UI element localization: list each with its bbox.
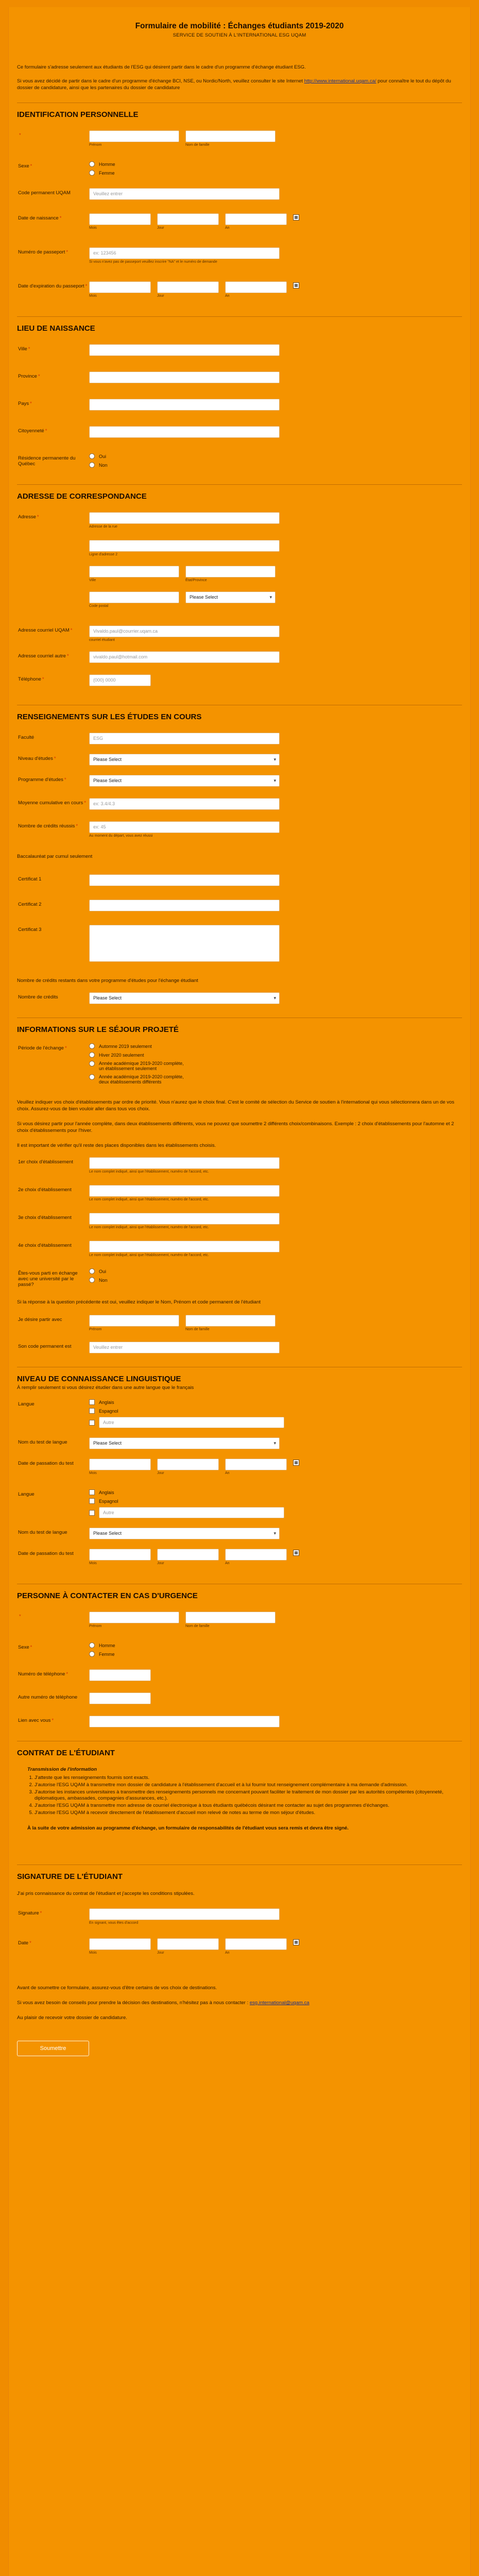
language-option-espagnol[interactable]: Espagnol — [89, 1408, 462, 1414]
street-input[interactable] — [89, 512, 280, 524]
last-name-input[interactable] — [185, 130, 276, 142]
faculty-input[interactable]: ESG — [89, 733, 280, 744]
level-label: Niveau d'études — [18, 756, 53, 761]
language2-option-autre[interactable] — [89, 1507, 462, 1518]
period-option-4[interactable]: Année académique 2019-2020 complète, deux établissements différents — [89, 1074, 264, 1084]
dob-label: Date de naissance — [18, 215, 59, 221]
section-address: ADRESSE DE CORRESPONDANCE — [17, 492, 147, 501]
bac-note: Baccalauréat par cumul seulement — [17, 854, 93, 859]
choice3-label: 3e choix d'établissement — [18, 1215, 72, 1221]
choice1-label: 1er choix d'établissement — [18, 1159, 73, 1165]
gpa-label: Moyenne cumulative en cours — [18, 800, 83, 806]
country-select[interactable]: Please Select ▾ — [185, 591, 276, 603]
passport-hint: Si vous n'avez pas de passeport veuillez inscrire "NA" et le numéro de demande — [89, 260, 217, 264]
province-input[interactable] — [89, 371, 280, 383]
test-label: Nom du test de langue — [18, 1439, 67, 1445]
dob-day-input[interactable] — [157, 213, 219, 225]
ville-input[interactable] — [89, 344, 280, 356]
previous-option-non[interactable]: Non — [89, 1277, 462, 1283]
test2-day-input[interactable] — [157, 1549, 219, 1561]
emergency-sexe-femme[interactable]: Femme — [89, 1651, 462, 1657]
choice2-label: 2e choix d'établissement — [18, 1187, 72, 1193]
final-note-3: Au plaisir de recevoir votre dossier de candidature. — [17, 2015, 127, 2021]
state-input[interactable] — [185, 566, 276, 578]
emergency-first-input[interactable] — [89, 1612, 179, 1623]
contract-item: 2. J'autorise l'ESG UQAM à transmettre mon dossier de candidature à l'établissement d'accueil et à lui fournir tout renseignement complémentaire à ma demande d'admission. — [35, 1782, 462, 1788]
resident-option-non[interactable]: Non — [89, 462, 462, 468]
address-label: Adresse — [18, 514, 36, 520]
dob-year-input[interactable] — [225, 213, 287, 225]
sign-year-input[interactable] — [225, 1938, 287, 1950]
last-name-hint: Nom de famille — [185, 143, 210, 147]
calendar-icon[interactable]: ▦ — [293, 214, 299, 221]
cert3-label: Certificat 3 — [18, 927, 42, 933]
sign-month-input[interactable] — [89, 1938, 151, 1950]
section-signature: SIGNATURE DE L'ÉTUDIANT — [17, 1872, 123, 1881]
email-uqam-label: Adresse courriel UQAM — [18, 628, 70, 633]
phone-label: Téléphone — [18, 676, 41, 682]
emergency-relation-input[interactable] — [89, 1716, 280, 1727]
contract-item: 5. J'autorise l'ESG UQAM à recevoir directement de l'établissement d'accueil mon relevé de notes au terme de mon séjour d'études. — [35, 1810, 462, 1816]
section-studies: RENSEIGNEMENTS SUR LES ÉTUDES EN COURS — [17, 713, 202, 721]
faculty-label: Faculté — [18, 735, 35, 740]
contract-sub: Transmission de l'information — [27, 1767, 97, 1772]
form-subtitle: SERVICE DE SOUTIEN À L'INTERNATIONAL ESG UQAM — [173, 32, 306, 38]
intro-p1: Ce formulaire s'adresse seulement aux étudiants de l'ESG qui désirent partir dans le cadre d'un programme d'échange étudiant ESG. — [17, 64, 306, 70]
final-note-1: Avant de soumettre ce formulaire, assurez-vous d'être certains de vos choix de destinations. — [17, 1985, 217, 1991]
citoyennete-label: Citoyenneté — [18, 428, 44, 434]
period-option-1[interactable]: Automne 2019 seulement — [89, 1043, 264, 1049]
contact-email-link[interactable]: esg.international@uqam.ca — [249, 2000, 310, 2006]
choice4-input[interactable] — [89, 1241, 280, 1252]
section-contract: CONTRAT DE L'ÉTUDIANT — [17, 1749, 115, 1757]
language-other-input: Autre — [99, 1417, 284, 1428]
intro-p2-text: Si vous avez décidé de partir dans le cadre d'un programme d'échange BCI, NSE, ou Nordic/North, veuillez consulter le site Internet — [17, 78, 303, 84]
international-link[interactable]: http://www.international.uqam.ca/ — [304, 78, 377, 84]
previous-label: Êtes-vous parti en échange avec une université par le passé? — [18, 1270, 78, 1287]
cert3-textarea[interactable] — [89, 925, 280, 962]
phone-input[interactable]: (000) 0000 — [89, 674, 151, 686]
section-birthplace: LIEU DE NAISSANCE — [17, 324, 95, 333]
language-note: À remplir seulement si vous désirez étudier dans une autre langue que le français — [17, 1385, 194, 1391]
expiry-year-input[interactable] — [225, 281, 287, 293]
previous-option-oui[interactable]: Oui — [89, 1268, 462, 1274]
contract-final-note: À la suite de votre admission au programme d'échange, un formulaire de responsabilités de l'étudiant vous sera remis et devra être signé. — [27, 1825, 349, 1831]
credits-hint: Au moment du départ, vous avez réussi — [89, 834, 153, 838]
email-uqam-input[interactable]: Vivaldo.paul@courrier.uqam.ca — [89, 625, 280, 637]
choices-note-3: Il est important de vérifier qu'il reste des places disponibles dans les établissements choisis. — [17, 1143, 216, 1148]
city-input[interactable] — [89, 566, 179, 578]
emergency-phone2-input[interactable] — [89, 1692, 151, 1704]
expiry-label: Date d'expiration du passeport — [18, 283, 84, 289]
previous-name-label: Je désire partir avec — [18, 1317, 62, 1323]
language-option-anglais[interactable]: Anglais — [89, 1399, 462, 1405]
cert2-input[interactable] — [89, 900, 280, 911]
citoyennete-input[interactable] — [89, 426, 280, 438]
section-language: NIVEAU DE CONNAISSANCE LINGUISTIQUE — [17, 1375, 181, 1383]
code-permanent-input[interactable]: Veuillez entrer — [89, 188, 280, 200]
cert1-input[interactable] — [89, 874, 280, 886]
pays-input[interactable] — [89, 399, 280, 411]
section-identification: IDENTIFICATION PERSONNELLE — [17, 110, 139, 119]
sexe-option-homme[interactable]: Homme — [89, 161, 462, 167]
emergency-last-input[interactable] — [185, 1612, 276, 1623]
gpa-input[interactable]: ex: 3.4/4.3 — [89, 798, 280, 810]
calendar-icon[interactable]: ▦ — [293, 1939, 299, 1945]
signature-note: J'ai pris connaissance du contrat de l'étudiant et j'accepte les conditions stipulées. — [17, 1891, 195, 1896]
language2-option-anglais[interactable]: Anglais — [89, 1489, 462, 1495]
test-year-input[interactable] — [225, 1459, 287, 1470]
passport-label: Numéro de passeport — [18, 249, 65, 255]
form-page: Formulaire de mobilité : Échanges étudiants 2019-2020 SERVICE DE SOUTIEN À L'INTERNATIONAL ESG UQAM Ce formulaire s'adresse seulement aux étudiants de l'ESG qui désirent partir dans le cadre d'un programme d'échange étudiant ESG. Si vous avez décidé de partir dans le cadre d'un programme d'échange BCI, NSE, ou Nordic/North, veuillez consulter le site Internet http://www.international.uqam.ca/ pour connaître le tout du dépôt du dossier de candidature, ainsi que les partenaires du dossier de candidature IDENTIFICATION PERSONNELLE * Prénom Nom de famille Sexe * Homme Femme Code permanent UQAM Veuillez entrer Date de naissance * Mois Jour An ▦ Numéro de passeport * ex: 123456 Si vous n'avez pas de passeport veuillez inscrire "NA" et le numéro de demande Date d'expiration du passeport * Mois Jour An ▦ LIEU DE NAISSANCE Ville * Province * Pays * Citoyenneté * Résidence permanente du Québec Oui Non ADRESSE DE CORRESPONDANCE Adresse * Adresse de la rue Ligne d'adresse 2 Ville État/Province Code postal Please Select ▾ Adresse courriel UQAM * Vivaldo.paul@courrier.uqam.ca courriel étudiant Adresse courriel autre * vivaldo.paul@hotmail.com Téléphone * (000) 0000 RENSEIGNEMENTS SUR LES ÉTUDES EN COURS Faculté ESG Niveau d'études * Please Select ▾ Programme d'études * Please Select ▾ Moyenne cumulative en cours * ex: 3.4/4.3 Nombre de crédits réussis * ex: 45 Au moment du départ, vous avez réussi Baccalauréat par cumul seulement Certificat 1 Certificat 2 Certificat 3 Nombre de crédits restants dans votre programme d'études pour l'échange étudiant Nombre de crédits Please Select ▾ INFORMATIONS SUR LE SÉJOUR PROJETÉ Période de l'échange * Automne 2019 seulement Hiver 2020 seulement Année académique 2019-2020 complète, un établissement seulement Année académique 2019-2020 complète, deux établissements différents Veuillez indiquer vos choix d'établissements par ordre de priorité. Vous n'aurez que le choix final. C'est le comité de sélection du Service de soutien à l'international qui vous sélectionnera dans un de vos choix. Assurez-vous de bien vouloir aller dans tous vos choix. Si vous désirez partir pour l'année complète, dans deux établissements différents, vous ne pouvez que soumettre 2 différents choix/combinaisons. Exemple : 2 choix d'établissements pour l'automne et 2 choix d'établissements pour l'hiver. Il est important de vérifier qu'il reste des places disponibles dans les établissements choisis. 1er choix d'établissement Le nom complet indiqué, ainsi que l'établissement, numéro de l'accord, etc. 2e choix d'établissement Le nom complet indiqué, ainsi que l'établissement, numéro de l'accord, etc. 3e choix d'établissement Le nom complet indiqué, ainsi que l'établissement, numéro de l'accord, etc. 4e choix d'établissement Le nom complet indiqué, ainsi que l'établissement, numéro de l'accord, etc. Êtes-vous parti en échange avec une université par le passé? Oui Non Si la réponse à la question précédente est oui, veuillez indiquer le Nom, Prénom et code permanent de l'étudiant Je désire partir avec Prénom Nom de famille Son code permanent est Veuillez entrer NIVEAU DE CONNAISSANCE LINGUISTIQUE À remplir seulement si vous désirez étudier dans une autre langue que le français Langue Anglais Espagnol Autre Nom du test de langue Please Select ▾ Date de passation du test Mois Jour An ▦ Langue Anglais Espagnol Autre Nom du test de langue Please Select ▾ Date de passation du test Mois Jour An ▦ PERSONNE À CONTACTER EN CAS D'URGENCE * Prénom Nom de famille Sexe * Homme Femme Numéro de téléphone * Autre numéro de téléphone Lien avec vous * CONTRAT DE L'ÉTUDIANT Transmission de l'information 1. J'atteste que les renseignements fournis sont exacts. 2. J'autorise l'ESG UQAM à transmettre mon dossier de candidature à l'établissement d'accueil et à lui fournir tout renseignement complémentaire à ma demande d'admission. 3. J'autorise les instances universitaires à transmettre des renseignements personnels me concernant pouvant faciliter le traitement de mon dossier par les autorités compétentes (citoyenneté, diplomatiques, ambassades, compagnies d'assurances, etc.). 4. J'autorise l'ESG UQAM à transmettre mon adresse de courriel électronique à tous étudiants québécois désirant me contacter au sujet des programmes d'échanges. 5. J'autorise l'ESG UQAM à recevoir directement de l'établissement d'accueil mon relevé de notes au terme de mon séjour d'études. À la suite de votre admission au programme d'échange, un formulaire de responsabilités de l'étudiant vous sera remis et devra être signé. SIGNATURE DE L'ÉTUDIANT J'ai pris connaissance du contrat de l'étudiant et j'accepte les conditions stipulées. Signature * En signant, vous êtes d'accord Date * Mois Jour An ▦ Avant de soumettre ce formulaire, assurez-vous d'être certains de vos choix de destinations. Si vous avez besoin de conseils pour prendre la décision des destinations, n'hésitez pas à nous contacter : esg.international@uqam.ca Au plaisir de recevoir votre dossier de candidature. Soumettre — [8, 7, 471, 2576]
emergency-phone-label: Numéro de téléphone — [18, 1671, 65, 1677]
dob-month-input[interactable] — [89, 213, 151, 225]
section-emergency: PERSONNE À CONTACTER EN CAS D'URGENCE — [17, 1591, 198, 1600]
credits-remaining-select[interactable]: Please Select ▾ — [89, 992, 280, 1004]
first-name-hint: Prénom — [89, 143, 102, 147]
previous-code-label: Son code permanent est — [18, 1344, 72, 1349]
language-label: Langue — [18, 1401, 35, 1407]
code-label: Code permanent UQAM — [18, 190, 71, 196]
test-select[interactable]: Please Select ▾ — [89, 1437, 280, 1449]
choices-note-2: Si vous désirez partir pour l'année complète, dans deux établissements différents, vous ne pouvez que soumettre 2 différents choix/combinaisons. Exemple : 2 choix d'établissements pour l'automne et 2 choix d'établissements pour l'hiver. — [17, 1121, 454, 1133]
pays-label: Pays — [18, 401, 29, 406]
signature-input[interactable] — [89, 1908, 280, 1920]
emergency-relation-label: Lien avec vous — [18, 1718, 51, 1723]
contract-item: 3. J'autorise les instances universitaires à transmettre des renseignements personnels me concernant pouvant faciliter le traitement de mon dossier par les autorités compétentes (citoyenneté, diplomatiques, ambassades, compagnies d'assurances, etc.). — [35, 1789, 462, 1802]
choice1-input[interactable] — [89, 1157, 280, 1169]
test-date-label: Date de passation du test — [18, 1461, 74, 1466]
test2-month-input[interactable] — [89, 1549, 151, 1561]
credits-remaining-label: Nombre de crédits — [18, 994, 58, 1000]
expiry-day-input[interactable] — [157, 281, 219, 293]
choices-note-1: Veuillez indiquer vos choix d'établissements par ordre de priorité. Vous n'aurez que le choix final. C'est le comité de sélection du Service de soutien à l'international qui vous sélectionnera dans un de vos choix. Assurez-vous de bien vouloir aller dans tous vos choix. — [17, 1099, 455, 1112]
signature-date-label: Date — [18, 1940, 29, 1946]
choice4-label: 4e choix d'établissement — [18, 1243, 72, 1248]
section-stay: INFORMATIONS SUR LE SÉJOUR PROJETÉ — [17, 1025, 179, 1034]
test2-year-input[interactable] — [225, 1549, 287, 1561]
credits-input[interactable]: ex: 45 — [89, 821, 280, 833]
final-note-2: Si vous avez besoin de conseils pour prendre la décision des destinations, n'hésitez pas à nous contacter : esg.international@uqam.ca — [17, 2000, 310, 2006]
emergency-sexe-homme[interactable]: Homme — [89, 1642, 462, 1648]
sexe-option-femme[interactable]: Femme — [89, 170, 462, 176]
language2-label: Langue — [18, 1492, 35, 1497]
level-select[interactable]: Please Select ▾ — [89, 754, 280, 766]
program-label: Programme d'études — [18, 777, 63, 783]
calendar-icon[interactable]: ▦ — [293, 1550, 299, 1556]
email-other-label: Adresse courriel autre — [18, 653, 66, 659]
street2-hint: Ligne d'adresse 2 — [89, 553, 118, 556]
choice3-input[interactable] — [89, 1213, 280, 1225]
program-select[interactable]: Please Select ▾ — [89, 775, 280, 787]
contract-item: 1. J'atteste que les renseignements fournis sont exacts. — [35, 1775, 462, 1781]
emergency-sexe-label: Sexe — [18, 1645, 29, 1650]
passport-input[interactable]: ex: 123456 — [89, 247, 280, 259]
period-option-3[interactable]: Année académique 2019-2020 complète, un établissement seulement — [89, 1061, 264, 1071]
credits-label: Nombre de crédits réussis — [18, 823, 75, 829]
cert2-label: Certificat 2 — [18, 902, 42, 907]
street2-input[interactable] — [89, 540, 280, 552]
sexe-label: Sexe — [18, 163, 29, 169]
email-uqam-hint: courriel étudiant — [89, 638, 115, 642]
period-option-2[interactable]: Hiver 2020 seulement — [89, 1052, 264, 1058]
test2-date-label: Date de passation du test — [18, 1551, 74, 1556]
divider — [17, 316, 462, 317]
divider — [17, 484, 462, 485]
contract-item: 4. J'autorise l'ESG UQAM à transmettre mon adresse de courriel électronique à tous étudiants québécois désirant me contacter au sujet des programmes d'échanges. — [35, 1803, 462, 1809]
sign-day-input[interactable] — [157, 1938, 219, 1950]
calendar-icon[interactable]: ▦ — [293, 282, 299, 289]
cert1-label: Certificat 1 — [18, 876, 42, 882]
previous-last-input[interactable] — [185, 1315, 276, 1327]
previous-first-input[interactable] — [89, 1315, 179, 1327]
street-hint: Adresse de la rue — [89, 525, 117, 529]
test-day-input[interactable] — [157, 1459, 219, 1470]
period-label: Période de l'échange — [18, 1045, 64, 1051]
language2-other-input: Autre — [99, 1507, 284, 1518]
submit-button[interactable]: Soumettre — [17, 2041, 89, 2056]
emergency-phone-input[interactable] — [89, 1669, 151, 1681]
previous-code-input[interactable]: Veuillez entrer — [89, 1342, 280, 1353]
first-name-input[interactable] — [89, 130, 179, 142]
language2-option-espagnol[interactable]: Espagnol — [89, 1498, 462, 1504]
intro-p2-rest: pour connaître le tout du dépôt du dossier de candidature, ainsi que les partenaires du dossier de candidature — [17, 78, 451, 91]
emergency-phone2-label: Autre numéro de téléphone — [18, 1694, 78, 1700]
test-month-input[interactable] — [89, 1459, 151, 1470]
expiry-month-input[interactable] — [89, 281, 151, 293]
test2-label: Nom du test de langue — [18, 1530, 67, 1535]
resident-label: Résidence permanente du Québec — [18, 455, 76, 467]
form-title: Formulaire de mobilité : Échanges étudiants 2019-2020 — [135, 22, 344, 30]
signature-label: Signature — [18, 1910, 39, 1916]
language-option-autre[interactable] — [89, 1417, 462, 1428]
credits-remaining-note: Nombre de crédits restants dans votre programme d'études pour l'échange étudiant — [17, 978, 198, 984]
ville-label: Ville — [18, 346, 27, 352]
choice2-input[interactable] — [89, 1185, 280, 1197]
test2-select[interactable]: Please Select ▾ — [89, 1528, 280, 1539]
contract-body — [17, 1767, 462, 1832]
email-other-input[interactable]: vivaldo.paul@hotmail.com — [89, 651, 280, 663]
intro — [17, 64, 462, 91]
signature-hint: En signant, vous êtes d'accord — [89, 1921, 139, 1925]
previous-note: Si la réponse à la question précédente est oui, veuillez indiquer le Nom, Prénom et code permanent de l'étudiant — [17, 1299, 261, 1305]
intro-p2 — [17, 78, 462, 91]
calendar-icon[interactable]: ▦ — [293, 1460, 299, 1466]
postal-input[interactable] — [89, 591, 179, 603]
province-label: Province — [18, 374, 37, 379]
resident-option-oui[interactable]: Oui — [89, 453, 462, 459]
